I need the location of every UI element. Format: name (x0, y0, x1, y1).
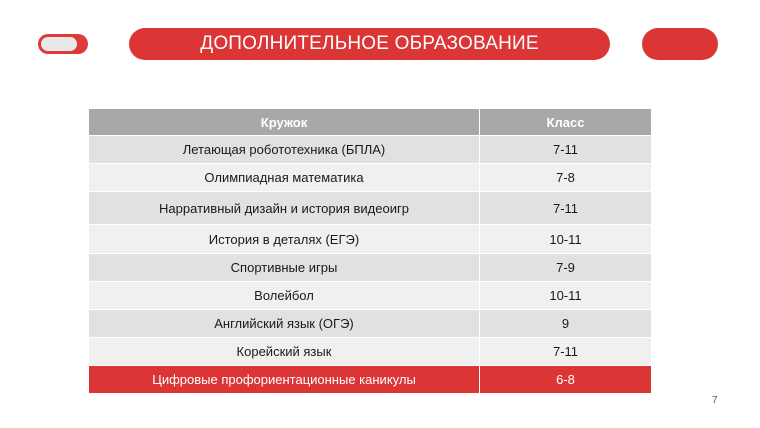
grade-cell: 7-9 (480, 254, 652, 282)
club-name-cell: История в деталях (ЕГЭ) (89, 225, 480, 254)
grade-cell: 7-11 (480, 136, 652, 164)
table-row (89, 136, 652, 164)
table-header-row (89, 109, 652, 136)
club-name-cell: Спортивные игры (89, 254, 480, 282)
table-row (89, 254, 652, 282)
column-header-club: Кружок (89, 109, 480, 136)
table-row (89, 282, 652, 310)
club-name-cell: Нарративный дизайн и история видеоигр (89, 192, 480, 225)
decorative-pill-left (38, 34, 88, 54)
club-name-cell: Летающая робототехника (БПЛА) (89, 136, 480, 164)
decorative-pill-left-inner (41, 37, 77, 51)
table-row (89, 310, 652, 338)
page-number: 7 (712, 395, 718, 406)
grade-cell: 10-11 (480, 282, 652, 310)
club-name-cell: Корейский язык (89, 338, 480, 366)
grade-cell: 7-8 (480, 164, 652, 192)
table-row (89, 164, 652, 192)
club-name-cell: Олимпиадная математика (89, 164, 480, 192)
club-name-cell: Английский язык (ОГЭ) (89, 310, 480, 338)
grade-cell: 6-8 (480, 366, 652, 394)
grade-cell: 7-11 (480, 192, 652, 225)
title-banner (129, 28, 610, 60)
table-row-highlighted (89, 366, 652, 394)
column-header-grade: Класс (480, 109, 652, 136)
grade-cell: 9 (480, 310, 652, 338)
table-row (89, 225, 652, 254)
decorative-pill-right (642, 28, 718, 60)
club-name-cell: Цифровые профориентационные каникулы (89, 366, 480, 394)
grade-cell: 7-11 (480, 338, 652, 366)
grade-cell: 10-11 (480, 225, 652, 254)
table-row (89, 192, 652, 225)
table-row (89, 338, 652, 366)
club-name-cell: Волейбол (89, 282, 480, 310)
clubs-table (88, 108, 652, 394)
page-title: ДОПОЛНИТЕЛЬНОЕ ОБРАЗОВАНИЕ (200, 33, 539, 54)
